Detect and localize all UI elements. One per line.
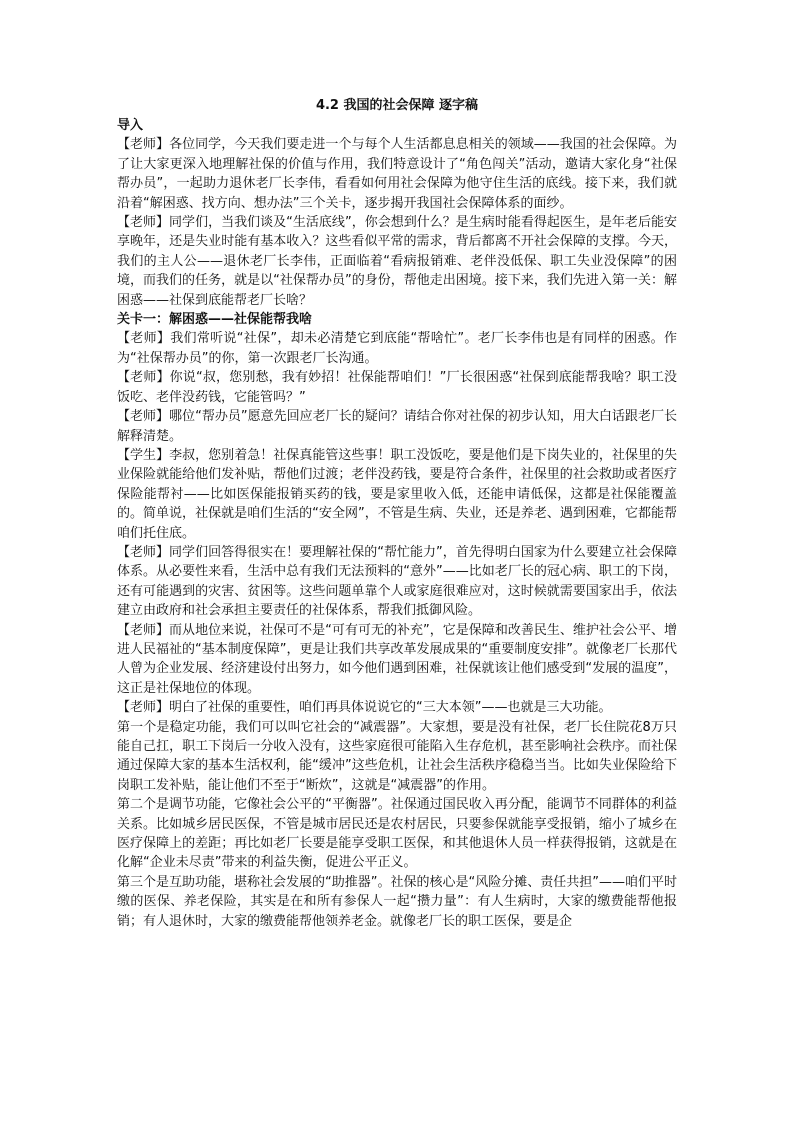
paragraph	[117, 329, 677, 368]
paragraph	[117, 446, 677, 543]
paragraph-text: 我们常听说“社保”，却未必清楚它到底能“帮啥忙”。老厂长李伟也是有同样的困惑。作为“社保帮办员”的你，第一次跟老厂长沟通。	[117, 331, 677, 366]
speaker-label: 【学生】	[117, 447, 170, 463]
paragraph-text: 第三个是互助功能，堪称社会发展的“助推器”。社保的核心是“风险分摊、责任共担”——咱们平时缴的医保、养老保险，其实是在和所有参保人一起“攒力量”：有人生病时，大家的缴费能帮他报销；有人退休时，大家的缴费能帮他领养老金。就像老厂长的职工医保，要是企	[117, 874, 677, 929]
paragraph-text: 你说“叔，您别愁，我有妙招！社保能帮咱们！”厂长很困惑“社保到底能帮我啥？职工没饭吃、老伴没药钱，它能管吗？”	[117, 370, 677, 405]
paragraph-text: 李叔，您别着急！社保真能管这些事！职工没饭吃，要是他们是下岗失业的，社保里的失业保险就能给他们发补贴，帮他们过渡；老伴没药钱，要是符合条件，社保里的社会救助或者医疗保险能帮衬——比如医保能报销买药的钱，要是家里收入低，还能申请低保，这都是社保能覆盖的。简单说，社保就是咱们生活的“安全网”，不管是生病、失业，还是养老、遇到困难，它都能帮咱们托住底。	[117, 447, 677, 541]
paragraph-text: 第二个是调节功能，它像社会公平的“平衡器”。社保通过国民收入再分配，能调节不同群体的利益关系。比如城乡居民医保，不管是城市居民还是农村居民，只要参保就能享受报销，缩小了城乡在医疗保障上的差距；再比如老厂长要是能享受职工医保，和其他退休人员一样获得报销，这就是在化解“企业未尽责”带来的利益失衡，促进公平正义。	[117, 797, 677, 871]
speaker-label: 【老师】	[117, 544, 170, 560]
paragraph	[117, 795, 677, 873]
paragraph-text: 同学们回答得很实在！要理解社保的“帮忙能力”，首先得明白国家为什么要建立社会保障体系。从必要性来看，生活中总有我们无法预料的“意外”——比如老厂长的冠心病、职工的下岗，还有可能遇到的灾害、贫困等。这些问题单靠个人或家庭很难应对，这时候就需要国家出手，依法建立由政府和社会承担主要责任的社保体系，帮我们抵御风险。	[117, 544, 677, 619]
speaker-label: 【老师】	[117, 700, 170, 716]
paragraph-text: 同学们，当我们谈及“生活底线”，你会想到什么？是生病时能看得起医生，是年老后能安享晚年，还是失业时能有基本收入？这些看似平常的需求，背后都离不开社会保障的支撑。今天，我们的主人公——退休老厂长李伟，正面临着“看病报销难、老伴没低保、职工失业没保障”的困境，而我们的任务，就是以“社保帮办员”的身份，帮他走出困境。接下来，我们先进入第一关：解困惑——社保到底能帮老厂长啥？	[117, 215, 677, 308]
speaker-label: 【老师】	[117, 331, 171, 347]
paragraph	[117, 135, 677, 213]
paragraph-text: 而从地位来说，社保可不是“可有可无的补充”，它是保障和改善民生、维护社会公平、增进人民福祉的“基本制度保障”，更是让我们共享改革发展成果的“重要制度安排”。就像老厂长那代人曾为企业发展、经济建设付出努力，如今他们遇到困难，社保就该让他们感受到“发展的温度”，这正是社保地位的体现。	[117, 622, 677, 696]
speaker-label: 【老师】	[117, 409, 170, 425]
section-heading-intro: 导入	[117, 118, 144, 133]
paragraph	[117, 213, 677, 310]
paragraph	[117, 621, 677, 699]
paragraph-text: 各位同学，今天我们要走进一个与每个人生活都息息相关的领域——我国的社会保障。为了让大家更深入地理解社保的价值与作用，我们特意设计了“角色闯关”活动，邀请大家化身“社保帮办员”，一起助力退休老厂长李伟，看看如何用社会保障为他守住生活的底线。接下来，我们就沿着“解困惑、找方向、想办法”三个关卡，逐步揭开我国社会保障体系的面纱。	[117, 137, 677, 211]
speaker-label: 【老师】	[117, 370, 170, 386]
document-title: 4.2 我国的社会保障 逐字稿	[315, 98, 479, 113]
section-heading-level-one: 关卡一：解困惑——社保能帮我啥	[117, 312, 313, 328]
speaker-label: 【老师】	[117, 215, 170, 231]
paragraph	[117, 873, 677, 931]
paragraph-text: 明白了社保的重要性，咱们再具体说说它的“三大本领”——也就是三大功能。	[169, 700, 612, 716]
paragraph	[117, 407, 677, 446]
document-page	[117, 96, 677, 931]
paragraph	[117, 543, 677, 621]
paragraph	[117, 718, 677, 796]
speaker-label: 【老师】	[117, 622, 170, 638]
paragraph	[117, 368, 677, 407]
paragraph-text: 哪位“帮办员”愿意先回应老厂长的疑问？请结合你对社保的初步认知，用大白话跟老厂长解释清楚。	[117, 409, 677, 444]
speaker-label: 【老师】	[117, 137, 170, 153]
paragraph-text: 第一个是稳定功能，我们可以叫它社会的“减震器”。大家想，要是没有社保，老厂长住院花8万只能自己扛，职工下岗后一分收入没有，这些家庭很可能陷入生存危机，甚至影响社会秩序。而社保通过保障大家的基本生活权利，能“缓冲”这些危机，让社会生活秩序稳稳当当。比如失业保险给下岗职工发补贴，能让他们不至于“断炊”，这就是“减震器”的作用。	[117, 719, 677, 793]
paragraph	[117, 698, 677, 717]
